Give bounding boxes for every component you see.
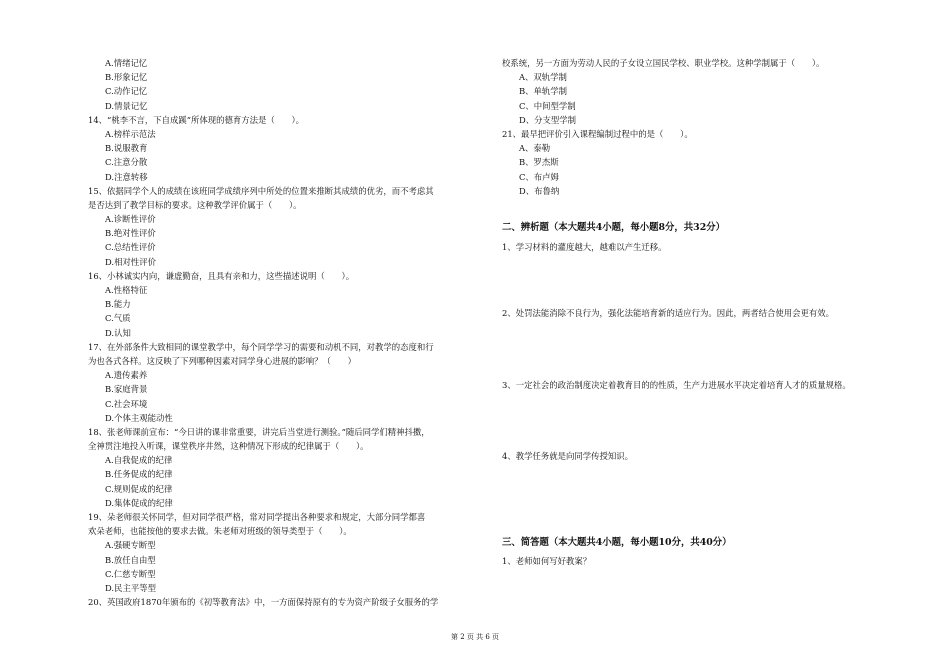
question-text: 21、最早把评价引入课程编制过程中的是（ ）。 [502,128,693,139]
question-text: 19、朵老师很关怀同学，但对同学很严格，常对同学提出各种要求和规定，大部分同学都喜 [88,512,426,522]
answer-option: B.任务促成的纪律 [105,469,173,480]
answer-option: A.强硬专断型 [105,540,156,551]
question-text: 校系统，另一方面为劳动人民的子女设立国民学校、职业学校。这种学制属于（ ）。 [502,58,825,68]
question-text: 欢朵老师，也能按他的要求去做。朱老师对班级的领导类型于（ ）。 [88,526,352,537]
left-column [88,56,488,609]
question-text: 16、小林诚实内向，谦虚勤奋，且具有亲和力，这些描述说明（ ）。 [88,270,355,281]
question-text: 15、依据同学个人的成绩在该班同学成绩序列中所处的位置来推断其成绩的优劣，而不考虑其 [88,185,434,196]
answer-option: C.总结性评价 [105,242,156,253]
question-text: 3、一定社会的政治制度决定着教育目的的性质，生产力进展水平决定着培育人才的质量规格。 [502,380,851,391]
answer-option: C.动作记忆 [105,86,148,97]
answer-option: A、泰勒 [519,143,551,154]
answer-option: A.性格特征 [105,285,148,295]
answer-option: A.榜样示范法 [105,128,156,139]
answer-option: D.个体主观能动性 [105,412,173,423]
answer-option: D.集体促成的纪律 [105,497,173,508]
answer-option: B.能力 [105,299,131,310]
answer-option: D.情景记忆 [105,100,148,111]
question-text: 4、教学任务就是向同学传授知识。 [502,451,633,462]
answer-option: A、双轨学制 [519,72,567,83]
question-text: 17、在外部条件大致相同的课堂教学中，每个同学学习的需要和动机不同，对教学的态度和行 [88,341,434,352]
answer-option: A.情绪记忆 [105,58,148,68]
answer-option: A.遗传素养 [105,370,148,381]
page-footer: 第 2 页 共 6 页 [450,633,500,641]
question-text: 1、老师如何写好教案？ [502,555,592,566]
answer-option: B.说服教育 [105,143,148,154]
section-heading: 三、简答题（本大题共4小题，每小题10分，共40分） [502,536,732,548]
answer-option: D.民主平等型 [105,582,156,593]
question-text: 2、处罚法能消除不良行为，强化法能培育新的适应行为。因此，两者结合使用会更有效。 [502,308,834,319]
answer-option: D.相对性评价 [105,256,156,267]
question-text: 20、英国政府1870年颁布的《初等教育法》中，一方面保持原有的专为资产阶级子女服务的学 [88,597,439,608]
section-heading: 二、辨析题（本大题共4小题，每小题8分，共32分） [502,221,725,233]
answer-option: D、布鲁纳 [519,185,560,196]
answer-option: A.自我促成的纪律 [105,455,173,466]
question-text: 为也各式各样。这反映了下列哪种因素对同学身心进展的影响？（ ） [88,355,356,366]
answer-option: B.绝对性评价 [105,228,156,239]
answer-option: C.注意分散 [105,157,148,168]
answer-option: C.规则促成的纪律 [105,483,173,494]
answer-option: D.认知 [105,327,131,338]
answer-option: C、中间型学制 [519,100,576,111]
answer-option: A.诊断性评价 [105,214,156,225]
answer-option: B.形象记忆 [105,72,148,83]
answer-option: B、罗杰斯 [519,157,559,168]
answer-option: B.家庭背景 [105,384,148,395]
answer-option: C.气质 [105,313,131,324]
question-text: 18、张老师课前宣布：“今日讲的课非常重要，讲完后当堂进行测验。”随后同学们精神抖擞， [88,426,430,437]
answer-option: B.放任自由型 [105,554,156,565]
question-text: 是否达到了教学目标的要求。这种教学评价属于（ ）。 [88,199,302,210]
answer-option: B、单轨学制 [519,86,568,97]
question-text: 14、“桃李不言，下自成蹊”所体现的德育方法是（ ）。 [88,114,305,125]
answer-option: D.注意转移 [105,171,148,182]
answer-option: C.仁慈专断型 [105,568,156,579]
answer-option: C.社会环境 [105,398,148,409]
question-text: 全神贯注地投入听课，课堂秩序井然，这种情况下形成的纪律属于（ ）。 [88,441,369,452]
answer-option: C、布卢姆 [519,171,559,182]
right-column [502,56,902,568]
answer-option: D、分支型学制 [519,114,576,125]
question-text: 1、学习材料的灌度越大，越难以产生迁移。 [502,241,667,252]
